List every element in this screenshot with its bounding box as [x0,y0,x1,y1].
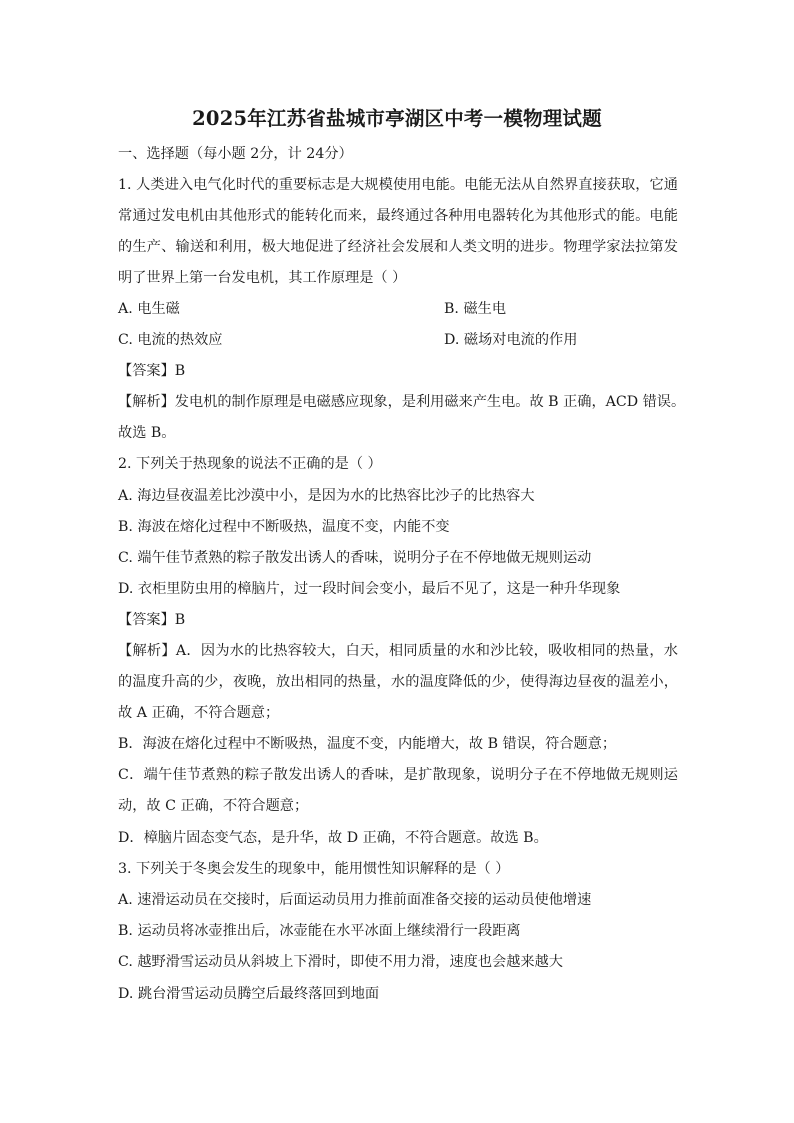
question-1-stem-line: 明了世界上第一台发电机，其工作原理是（ ） [118,270,407,286]
page-title: 2025年江苏省盐城市亭湖区中考一模物理试题 [192,107,602,130]
question-3-option-c: C. 越野滑雪运动员从斜坡上下滑时，即使不用力滑，速度也会越来越大 [118,954,563,970]
question-3-option-a: A. 速滑运动员在交接时，后面运动员用力推前面准备交接的运动员使他增速 [118,892,592,908]
question-1-option-c: C. 电流的热效应 [118,332,223,348]
question-2-analysis-line: 故 A 正确，不符合题意； [118,705,280,721]
question-2-answer: 【答案】B [118,612,186,628]
question-3-stem: 3. 下列关于冬奥会发生的现象中，能用惯性知识解释的是（ ） [118,861,510,877]
question-1-stem-line: 的生产、输送和利用，极大地促进了经济社会发展和人类文明的进步。物理学家法拉第发 [118,239,678,255]
question-1-stem-line: 1. 人类进入电气化时代的重要标志是大规模使用电能。电能无法从自然界直接获取，它通 [118,177,678,193]
question-1-analysis-line: 故选 B。 [118,425,176,441]
question-1-option-d: D. 磁场对电流的作用 [444,332,578,348]
question-1-option-a: A. 电生磁 [118,301,180,317]
question-2-option-c: C. 端午佳节煮熟的粽子散发出诱人的香味，说明分子在不停地做无规则运动 [118,550,592,566]
question-1-stem-line: 常通过发电机由其他形式的能转化而来，最终通过各种用电器转化为其他形式的能。电能 [118,208,678,224]
question-3-option-b: B. 运动员将冰壶推出后，冰壶能在水平冰面上继续滑行一段距离 [118,923,521,939]
question-2-analysis-line: D．樟脑片固态变气态，是升华，故 D 正确，不符合题意。故选 B。 [118,830,548,846]
question-2-analysis-line: 动，故 C 正确，不符合题意； [118,798,309,814]
question-2-option-a: A. 海边昼夜温差比沙漠中小，是因为水的比热容比沙子的比热容大 [118,488,535,504]
question-2-analysis-line: B．海波在熔化过程中不断吸热，温度不变，内能增大，故 B 错误，符合题意； [118,736,617,752]
question-2-stem: 2. 下列关于热现象的说法不正确的是（ ） [118,456,382,472]
question-1-analysis-line: 【解析】发电机的制作原理是电磁感应现象，是利用磁来产生电。故 B 正确，ACD 错误。 [118,394,686,410]
question-3-option-d: D. 跳台滑雪运动员腾空后最终落回到地面 [118,986,380,1002]
question-2-option-d: D. 衣柜里防虫用的樟脑片，过一段时间会变小，最后不见了，这是一种升华现象 [118,581,621,597]
question-2-analysis-line: 【解析】A．因为水的比热容较大，白天，相同质量的水和沙比较，吸收相同的热量，水 [118,643,678,659]
question-2-option-b: B. 海波在熔化过程中不断吸热，温度不变，内能不变 [118,519,450,535]
section-heading: 一、选择题（每小题 2分，计 24分） [118,146,353,162]
question-1-option-b: B. 磁生电 [444,301,507,317]
question-2-analysis-line: 的温度升高的少，夜晚，放出相同的热量，水的温度降低的少，使得海边昼夜的温差小， [118,674,678,690]
question-1-answer: 【答案】B [118,363,186,379]
question-2-analysis-line: C．端午佳节煮熟的粽子散发出诱人的香味，是扩散现象，说明分子在不停地做无规则运 [118,767,678,783]
